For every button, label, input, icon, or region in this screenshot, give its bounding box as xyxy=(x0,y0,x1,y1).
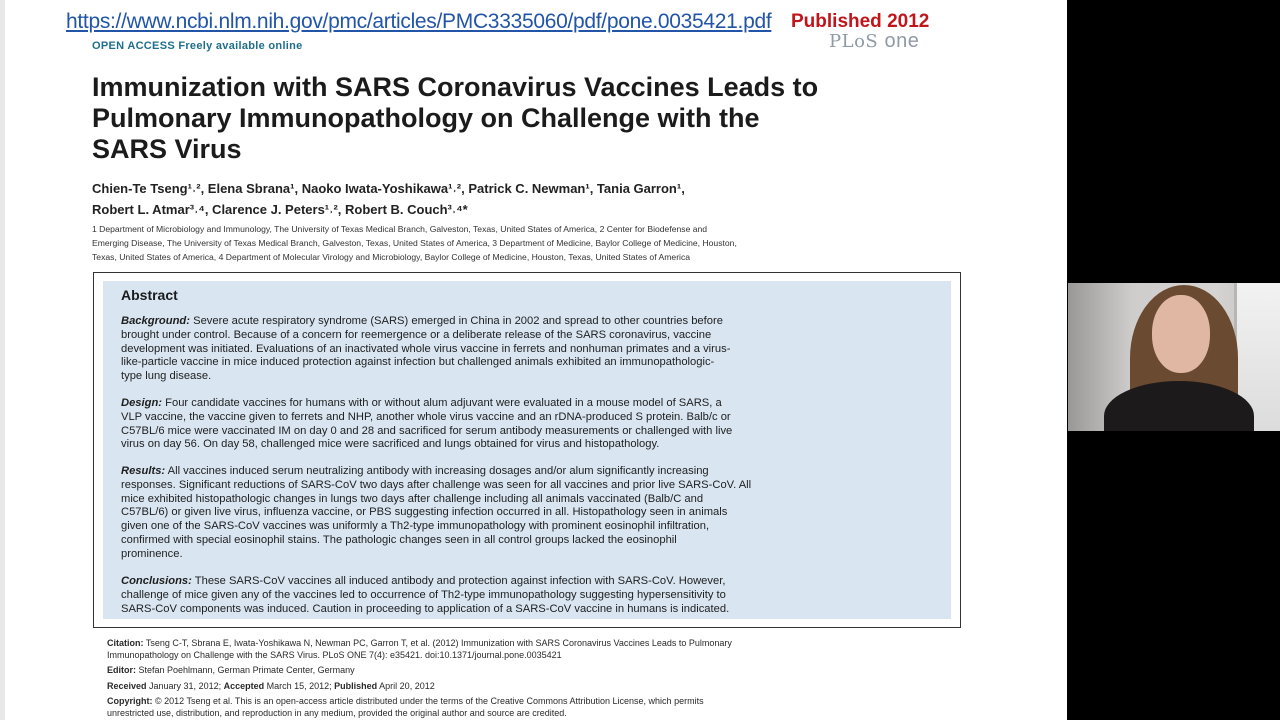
affiliation-line: 1 Department of Microbiology and Immunology, The University of Texas Medical Branch, Galveston, Texas, United States of America, 2 Center for Biodefense and xyxy=(92,224,708,234)
article-title xyxy=(92,72,992,165)
citation-text: Tseng C-T, Sbrana E, Iwata-Yoshikawa N, Newman PC, Garron T, et al. (2012) Immunization with SARS Coronavirus Vaccines Leads to Pulmonary xyxy=(143,638,732,648)
pdf-url-link[interactable]: https://www.ncbi.nlm.nih.gov/pmc/articles/PMC3335060/pdf/pone.0035421.pdf xyxy=(66,10,772,33)
section-text: All vaccines induced serum neutralizing antibody with increasing dosages and/or alum significantly increasing xyxy=(165,465,709,477)
abstract-results xyxy=(121,465,933,562)
section-label: Design: xyxy=(121,397,163,409)
abstract-heading: Abstract xyxy=(121,287,178,303)
abstract-line: virus on day 56. On day 58, challenged mice were sacrificed and lungs obtained for virus and histopathology. xyxy=(121,438,660,451)
open-access-label: OPEN ACCESS Freely available online xyxy=(92,40,303,52)
title-line: Pulmonary Immunopathology on Challenge with the xyxy=(92,103,760,133)
citation-line: Immunopathology on Challenge with the SARS Virus. PLoS ONE 7(4): e35421. doi:10.1371/journal.pone.0035421 xyxy=(107,649,562,660)
abstract-line: C57BL/6) or given live virus, influenza vaccine, or PBS suggesting infection occurred in all. Histopathology seen in animals xyxy=(121,506,728,519)
abstract-design xyxy=(121,397,933,452)
abstract-line: type lung disease. xyxy=(121,370,212,383)
copyright-text: © 2012 Tseng et al. This is an open-access article distributed under the terms of the Creative Commons Attribution License, which permits xyxy=(152,696,704,706)
dates xyxy=(107,681,937,693)
section-label: Background: xyxy=(121,315,190,327)
section-text: These SARS-CoV vaccines all induced antibody and protection against infection with SARS-CoV. However, xyxy=(191,575,726,587)
logo-plos: PLoS xyxy=(829,31,879,52)
abstract-line xyxy=(121,397,933,411)
abstract-line: SARS-CoV components was induced. Caution in proceeding to application of a SARS-CoV vaccine in humans is indicated. xyxy=(121,602,730,615)
section-text: Four candidate vaccines for humans with or without alum adjuvant were evaluated in a mouse model of SARS, a xyxy=(162,397,722,409)
abstract-line: VLP vaccine, the vaccine given to ferrets and NHP, another whole virus vaccine and an rDNA-produced S protein. Balb/c or xyxy=(121,410,731,423)
abstract-line: given one of the SARS-CoV vaccines was uniformly a Th2-type immunopathology with prominent eosinophil infiltration, xyxy=(121,520,710,533)
section-label: Results: xyxy=(121,465,166,477)
slide-edge xyxy=(0,0,5,720)
abstract-box xyxy=(93,272,961,628)
author-line: Chien-Te Tseng¹˒², Elena Sbrana¹, Naoko Iwata-Yoshikawa¹˒², Patrick C. Newman¹, Tania Garron¹, xyxy=(92,181,685,196)
editor-label: Editor: xyxy=(107,665,136,675)
presenter-webcam xyxy=(1068,283,1280,431)
received-date: January 31, 2012; xyxy=(146,680,224,691)
editor-line xyxy=(107,665,937,677)
copyright-label: Copyright: xyxy=(107,696,153,706)
copyright-line: unrestricted use, distribution, and reproduction in any medium, provided the original author and source are credited. xyxy=(107,707,567,718)
citation-line xyxy=(107,638,937,650)
editor-text: Stefan Poehlmann, German Primate Center, Germany xyxy=(136,665,355,675)
abstract-panel xyxy=(103,281,951,619)
abstract-line: like-particle vaccine in mice induced protection against infection but challenged animals exhibited an immunopathologic- xyxy=(121,356,715,369)
affiliation-line: Texas, United States of America, 4 Department of Molecular Virology and Microbiology, Baylor College of Medicine, Houston, Texas, United States of America xyxy=(92,252,691,262)
logo-one: one xyxy=(884,30,920,52)
abstract-line xyxy=(121,315,933,329)
citation-label: Citation: xyxy=(107,638,144,648)
abstract-line xyxy=(121,465,933,479)
accepted-label: Accepted xyxy=(223,680,265,691)
accepted-date: March 15, 2012; xyxy=(264,680,335,691)
abstract-line: development was initiated. Evaluations of an inactivated whole virus vaccine in ferrets and nonhuman primates and a virus- xyxy=(121,342,731,355)
citation-block xyxy=(107,638,937,720)
author-line: Robert L. Atmar³˒⁴, Clarence J. Peters¹˒², Robert B. Couch³˒⁴* xyxy=(92,202,468,217)
section-label: Conclusions: xyxy=(121,575,192,587)
title-line: SARS Virus xyxy=(92,134,242,164)
abstract-conclusions xyxy=(121,575,933,616)
abstract-line: mice exhibited histopathologic changes in lungs two days after challenge including all animals vaccinated (Balb/C and xyxy=(121,492,704,505)
section-text: Severe acute respiratory syndrome (SARS) emerged in China in 2002 and spread to other countries before xyxy=(190,315,723,327)
dates-line xyxy=(107,681,937,693)
published-label: Published xyxy=(334,680,378,691)
affiliation-line: Emerging Disease, The University of Texas Medical Branch, Galveston, Texas, United States of America, 3 Department of Medicine, Baylor College of Medicine, Houston, xyxy=(92,238,737,248)
abstract-line: C57BL/6 mice were vaccinated IM on day 0 and 28 and sacrificed for serum antibody measurements or challenged with live xyxy=(121,424,733,437)
abstract-line: challenge of mice given any of the vaccines led to occurrence of Th2-type immunopathology suggesting hypersensitivity to xyxy=(121,588,726,601)
abstract-line: confirmed with special eosinophil stains. The pathologic changes seen in all control groups lacked the eosinophil xyxy=(121,533,677,546)
abstract-line: prominence. xyxy=(121,547,183,560)
abstract-background xyxy=(121,315,933,384)
abstract-line: brought under control. Because of a concern for reemergence or a deliberate release of the SARS coronavirus, vaccine xyxy=(121,328,712,341)
published-date: April 20, 2012 xyxy=(377,680,435,691)
title-line: Immunization with SARS Coronavirus Vaccines Leads to xyxy=(92,72,819,102)
presenter-face xyxy=(1152,295,1210,373)
editor xyxy=(107,665,937,677)
copyright-line xyxy=(107,696,937,708)
affiliations xyxy=(92,222,964,264)
citation xyxy=(107,638,937,661)
abstract-line xyxy=(121,575,933,589)
received-label: Received xyxy=(107,680,147,691)
plos-one-logo xyxy=(829,30,919,53)
abstract-line: responses. Significant reductions of SARS-CoV two days after challenge was seen for all vaccines and prior live SARS-CoV. All xyxy=(121,478,752,491)
published-year-label: Published 2012 xyxy=(791,11,930,32)
author-list xyxy=(92,178,972,220)
copyright xyxy=(107,696,937,719)
